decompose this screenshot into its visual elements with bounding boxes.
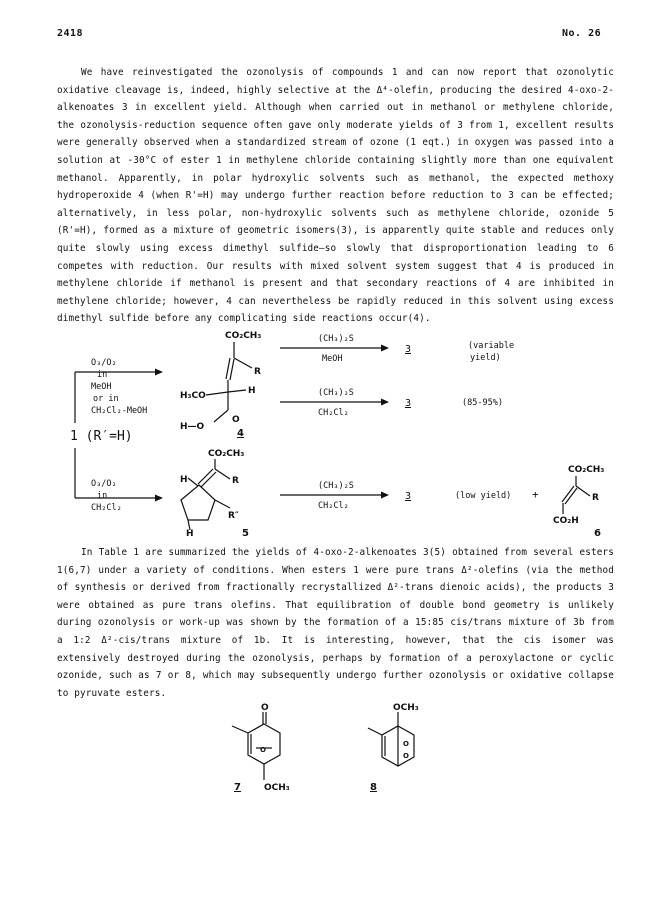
cyclic-structures [0,700,672,860]
compound-4-structure [180,331,261,439]
top-conditions [91,358,147,416]
c6-label: 6 [594,528,601,537]
product-3-a: 3 [405,344,412,355]
paragraph-table-summary: In Table 1 are summarized the yields of 4-oxo-2-alkenoates 3(5) obtained from several esters 1(6,7) under a variety of conditions. When esters 1 were pure trans Δ²-olefins (via the method of synthesis or derived from fractionally recrystallized Δ²-trans dienoic acids), the products 3 were obtained as pure trans olefins. That equilibration of double bond geometry is unlikely during ozonolysis or work-up was shown by the formation of a 15:85 cis/trans mixture of 3b from a 1:2 Δ²-cis/trans mixture of 1b. It is interesting, however, that the cis isomer was extensively destroyed during the ozonolysis, perhaps by formation of a peroxylactone or cyclic ozonide, such as 7 or 8, which may subsequently undergo further ozonolysis or oxidative collapse to pyruvate esters. [57,547,614,699]
c5-co2ch3: CO₂CH₃ [208,449,245,459]
bottom-cond-1: in [97,491,108,501]
c4-hoo: H—O [180,422,205,432]
c6-r: R [592,493,599,503]
yield-variable-1: yield) [470,353,501,363]
top-cond-0: O₃/O₂ [91,358,117,368]
bottom-cond-0: O₃/O₂ [91,479,117,489]
c8-och3: OCH₃ [393,703,419,713]
arrow2-reagent: (CH₃)₂S [318,388,354,398]
c4-label: 4 [237,428,244,439]
reaction-scheme [0,322,672,537]
c7-och3: OCH₃ [264,783,290,793]
c5-h-top: H [180,475,188,485]
top-cond-3: or in [93,394,119,404]
c7-carbonyl-o: O [261,703,269,713]
c6-co2ch3: CO₂CH₃ [568,465,605,475]
c5-r: R [232,476,239,486]
arrow1-solvent: MeOH [322,354,343,364]
c4-r: R [254,367,261,377]
compound-6-structure [553,465,604,537]
top-cond-2: MeOH [91,382,112,392]
c8-bridge-o-1: O [403,740,409,748]
arrow3-reagent: (CH₃)₂S [318,481,354,491]
c4-co2ch3: CO₂CH₃ [225,331,262,341]
compound-8-structure [368,703,419,793]
yield-low: (low yield) [455,491,512,501]
yield-variable-0: (variable [468,341,515,351]
top-cond-4: CH₂Cl₂-MeOH [91,406,148,416]
compound-5-structure [180,449,249,537]
c8-label: 8 [370,782,377,793]
c7-label: 7 [234,782,241,793]
paragraph-ozonolysis: We have reinvestigated the ozonolysis of compounds 1 and can now report that ozonolytic oxidative cleavage is, indeed, highly selective at the Δ⁴-olefin, producing the desired 4-oxo-2-alkenoates 3 in excellent yield. Although when carried out in methanol or methylene chloride, the ozonolysis-reduction sequence often gave only moderate yields of 3 from 1, excellent results were generally observed when a standardized stream of ozone (1 eqt.) in oxygen was passed into a solution at -30°C of ester 1 in methylene chloride containing slightly more than one equivalent methanol. Apparently, in polar hydroxylic solvents such as methanol, the expected methoxy hydroperoxide 4 (when R'=H) may undergo further reaction before reduction to 3 can be effected; alternatively, in less polar, non-hydroxylic solvents such as methylene chloride, ozonide 5 (R'=H), formed as a mixture of geometric isomers(3), is apparently quite stable and reduces only quite slowly using excess dimethyl sulfide—so slowly that disproportionation leading to 6 competes with reduction. Our results with mixed solvent system suggest that 4 is produced in methylene chloride if methanol is present and that secondary reactions of 4 are inhibited in methylene chloride; however, 4 can nevertheless be rapidly reduced in this solvent using excess dimethyl sulfide before any complicating side reactions occur(4). [57,67,614,325]
c5-rprime: R″ [228,511,239,521]
product-3-b: 3 [405,398,412,409]
bottom-cond-2: CH₂Cl₂ [91,503,122,513]
arrow2-solvent: CH₂Cl₂ [318,408,349,418]
c5-label: 5 [242,528,249,537]
issue-number: No. 26 [562,28,602,39]
start-material-label: 1 (R′=H) [70,429,133,444]
page-number: 2418 [57,28,84,39]
c5-h-bottom: H [186,529,194,537]
bottom-conditions [91,479,122,513]
c8-bridge-o-2: O [403,752,409,760]
yield-85-95: (85-95%) [462,398,503,408]
plus-sign: + [532,488,539,501]
c4-h3co: H₃CO [180,391,206,401]
compound-7-structure [232,703,290,793]
c4-h: H [248,386,256,396]
product-3-c: 3 [405,491,412,502]
c4-o: O [232,415,240,425]
arrow3-solvent: CH₂Cl₂ [318,501,349,511]
arrow1-reagent: (CH₃)₂S [318,334,354,344]
c6-co2h: CO₂H [553,516,579,526]
top-cond-1: in [97,370,108,380]
c7-ring-o: O [260,746,266,754]
